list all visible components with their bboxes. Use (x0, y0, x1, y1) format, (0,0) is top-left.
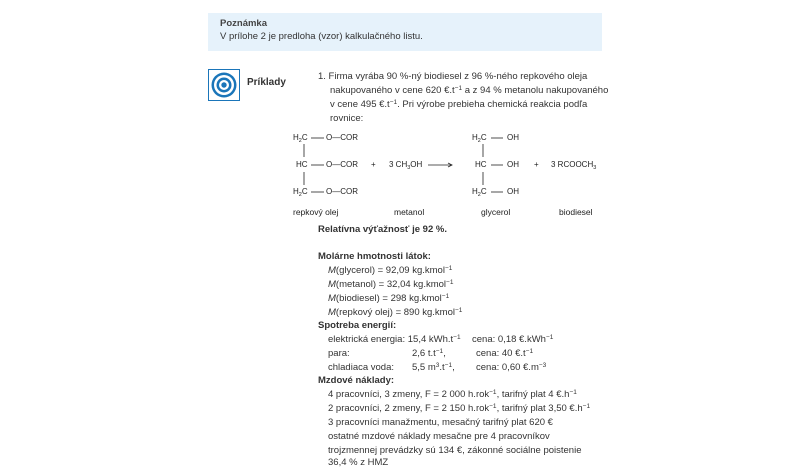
wages-line-5: trojzmennej prevádzky sú 134 €, zákonné sociálne poistenie (328, 445, 582, 456)
biodiesel-formula: 3 $RCOOCH_3$ (551, 160, 597, 171)
energy-price-cooling-water: cena: 0,60 $€.m^{-3}$ (476, 362, 547, 373)
examples-label: Príklady (247, 77, 286, 88)
label-rapeseed-oil: repkový olej (293, 207, 339, 217)
wages-line-3: 3 pracovníci manažmentu, mesačný tarifný plat 620 € (328, 417, 553, 428)
problem-line-1: 1. Firma vyrába 90 %-ný biodiesel z 96 %-ného repkového oleja (318, 71, 588, 82)
molar-heading: Molárne hmotnosti látok: (318, 251, 431, 262)
ester-bottom: O—COR (326, 187, 358, 196)
note-text: V prílohe 2 je predloha (vzor) kalkulačného listu. (220, 31, 423, 42)
glycerol-h2c-top: $H_2C$ (472, 133, 487, 144)
plus-sign-1: + (371, 160, 376, 169)
energy-price-steam: cena: 40 $€.t^{-1}$ (476, 348, 534, 359)
molar-item-glycerol: M(glycerol) = 92,09 kg.kmol$^{-1}$ (328, 265, 453, 276)
yield-text: Relatívna výťažnosť je 92 %. (318, 224, 447, 235)
glycerol-oh-bottom: OH (507, 187, 519, 196)
wages-line-4: ostatné mzdové náklady mesačne pre 4 pracovníkov (328, 431, 550, 442)
energy-price-electricity: cena: 0,18 €.kWh$^{-1}$ (472, 334, 554, 345)
molar-item-methanol: M(metanol) = 32,04 kg.kmol$^{-1}$ (328, 279, 454, 290)
wages-heading: Mzdové náklady: (318, 375, 395, 386)
methanol-formula: 3 $CH_3OH$ (389, 160, 423, 171)
glycerol-hc: HC (475, 160, 487, 169)
problem-line-2: nakupovaného v cene 620 $€.t^{-1}$ a z 94 % metanolu nakupovaného (330, 85, 609, 96)
wages-line-2: 2 pracovníci, 2 zmeny, F = 2 150 h.rok$^{-1}$, tarifný plat 3,50 $€.h^{-1}$ (328, 403, 591, 414)
energy-row-steam: para: (328, 348, 350, 359)
molar-item-biodiesel: M(biodiesel) = 298 kg.kmol$^{-1}$ (328, 293, 450, 304)
molar-item-rapeseed-oil: M(repkový olej) = 890 kg.kmol$^{-1}$ (328, 307, 463, 318)
wages-line-1: 4 pracovníci, 3 zmeny, F = 2 000 h.rok$^{-1}$, tarifný plat 4 $€.h^{-1}$ (328, 389, 577, 400)
energy-amount-steam: 2,6 $t.t^{-1}$, (412, 348, 446, 359)
label-glycerol: glycerol (481, 207, 511, 217)
glycerol-oh-top: OH (507, 133, 519, 142)
problem-line-3: v cene 495 $€.t^{-1}$. Pri výrobe prebieha chemická reakcia podľa (330, 99, 588, 110)
label-methanol: metanol (394, 207, 425, 217)
glycerol-h2c-bottom: $H_2C$ (472, 187, 487, 198)
energy-amount-cooling-water: 5,5 $m^3.t^{-1}$, (412, 362, 455, 373)
ester-top: O—COR (326, 133, 358, 142)
energy-heading: Spotreba energií: (318, 320, 397, 331)
ester-middle: O—COR (326, 160, 358, 169)
wages-line-6: 36,4 % z HMZ (328, 457, 389, 468)
problem-line-4: rovnice: (330, 113, 364, 124)
note-title: Poznámka (220, 18, 267, 29)
glycerol-oh-middle: OH (507, 160, 519, 169)
label-biodiesel: biodiesel (559, 207, 593, 217)
plus-sign-2: + (534, 160, 539, 169)
h2c-top: $H_2C$ (293, 133, 308, 144)
h2c-bottom: $H_2C$ (293, 187, 308, 198)
hc-middle: HC (296, 160, 308, 169)
energy-row-cooling-water: chladiaca voda: (328, 362, 395, 373)
energy-row-electricity: elektrická energia: 15,4 $kWh.t^{-1}$ (328, 334, 461, 345)
